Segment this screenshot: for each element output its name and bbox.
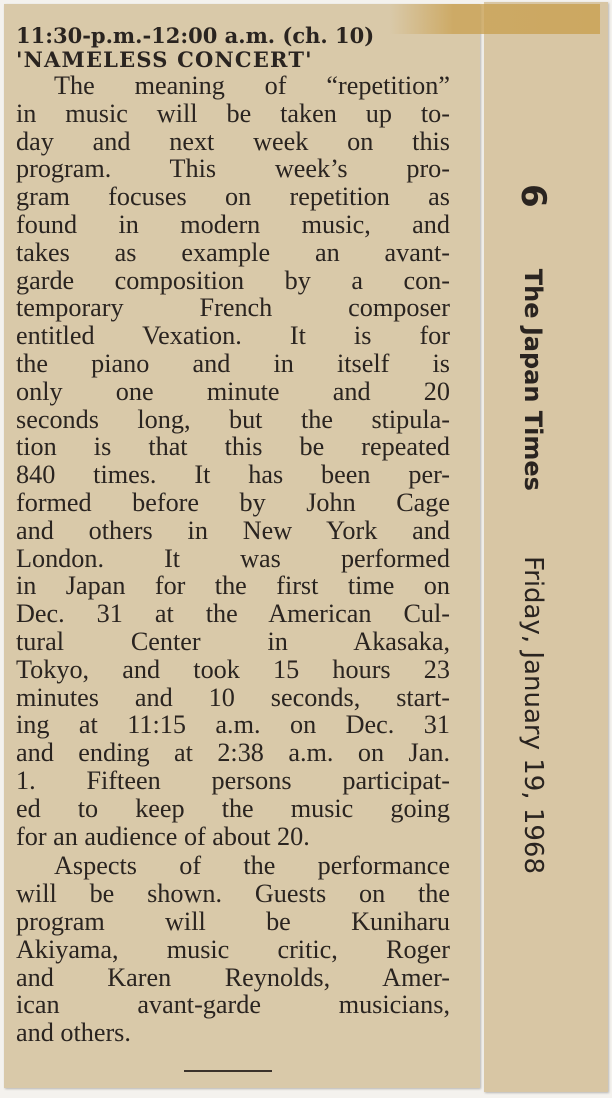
article-line: Aspects of the performance	[54, 851, 450, 881]
article-line: found in modern music, and	[16, 209, 450, 239]
page-number: 6	[513, 184, 553, 208]
article-line: the piano and in itself is	[16, 348, 450, 378]
masthead	[513, 184, 553, 874]
article-line: formed before by John Cage	[16, 487, 450, 517]
article-line: only one minute and 20	[16, 376, 450, 406]
article-line: seconds long, but the stipula-	[16, 404, 450, 434]
article-line: London. It was performed	[16, 543, 450, 573]
article-line: tion is that this be repeated	[16, 432, 450, 462]
article-line: Akiyama, music critic, Roger	[16, 934, 450, 964]
end-rule	[184, 1070, 272, 1072]
article-line: program. This week’s pro-	[16, 154, 450, 184]
article-line: ing at 11:15 a.m. on Dec. 31	[16, 710, 450, 740]
program-time-heading: 11:30-p.m.-12:00 a.m. (ch. 10)	[16, 23, 375, 48]
article-line: ican avant-garde musicians,	[16, 990, 450, 1020]
article-line: 1. Fifteen persons participat-	[16, 765, 450, 795]
article-line: gram focuses on repetition as	[16, 182, 450, 212]
article-line: for an audience of about 20.	[16, 821, 310, 851]
article-line: garde composition by a con-	[16, 265, 450, 295]
article-paragraph-1	[16, 72, 450, 850]
article-line: minutes and 10 seconds, start-	[16, 682, 450, 712]
article-line: day and next week on this	[16, 126, 450, 156]
article-line: entitled Vexation. It is for	[16, 321, 450, 351]
article-line: takes as example an avant-	[16, 237, 450, 267]
issue-date: Friday, January 19, 1968	[518, 556, 548, 875]
article-line: in music will be taken up to-	[16, 98, 450, 128]
article-line: Dec. 31 at the American Cul-	[16, 599, 450, 629]
article-line: and others in New York and	[16, 515, 450, 545]
article-line: and ending at 2:38 a.m. on Jan.	[16, 738, 450, 768]
article-line: Tokyo, and took 15 hours 23	[16, 654, 450, 684]
article-line: tural Center in Akasaka,	[16, 626, 450, 656]
article-line: temporary French composer	[16, 293, 450, 323]
article-line: program will be Kuniharu	[16, 906, 450, 936]
program-title-heading: 'NAMELESS CONCERT'	[16, 47, 313, 72]
article-paragraph-2	[16, 852, 450, 1047]
newspaper-name: The Japan Times	[519, 268, 547, 491]
article-line: will be shown. Guests on the	[16, 879, 450, 909]
article-line: The meaning of “repetition”	[54, 71, 450, 100]
article-line: and others.	[16, 1018, 131, 1048]
article-line: ed to keep the music going	[16, 793, 450, 823]
article-line: 840 times. It has been per-	[16, 460, 450, 490]
article-line: and Karen Reynolds, Amer-	[16, 962, 450, 992]
article-line: in Japan for the first time on	[16, 571, 450, 601]
article	[16, 24, 450, 1047]
